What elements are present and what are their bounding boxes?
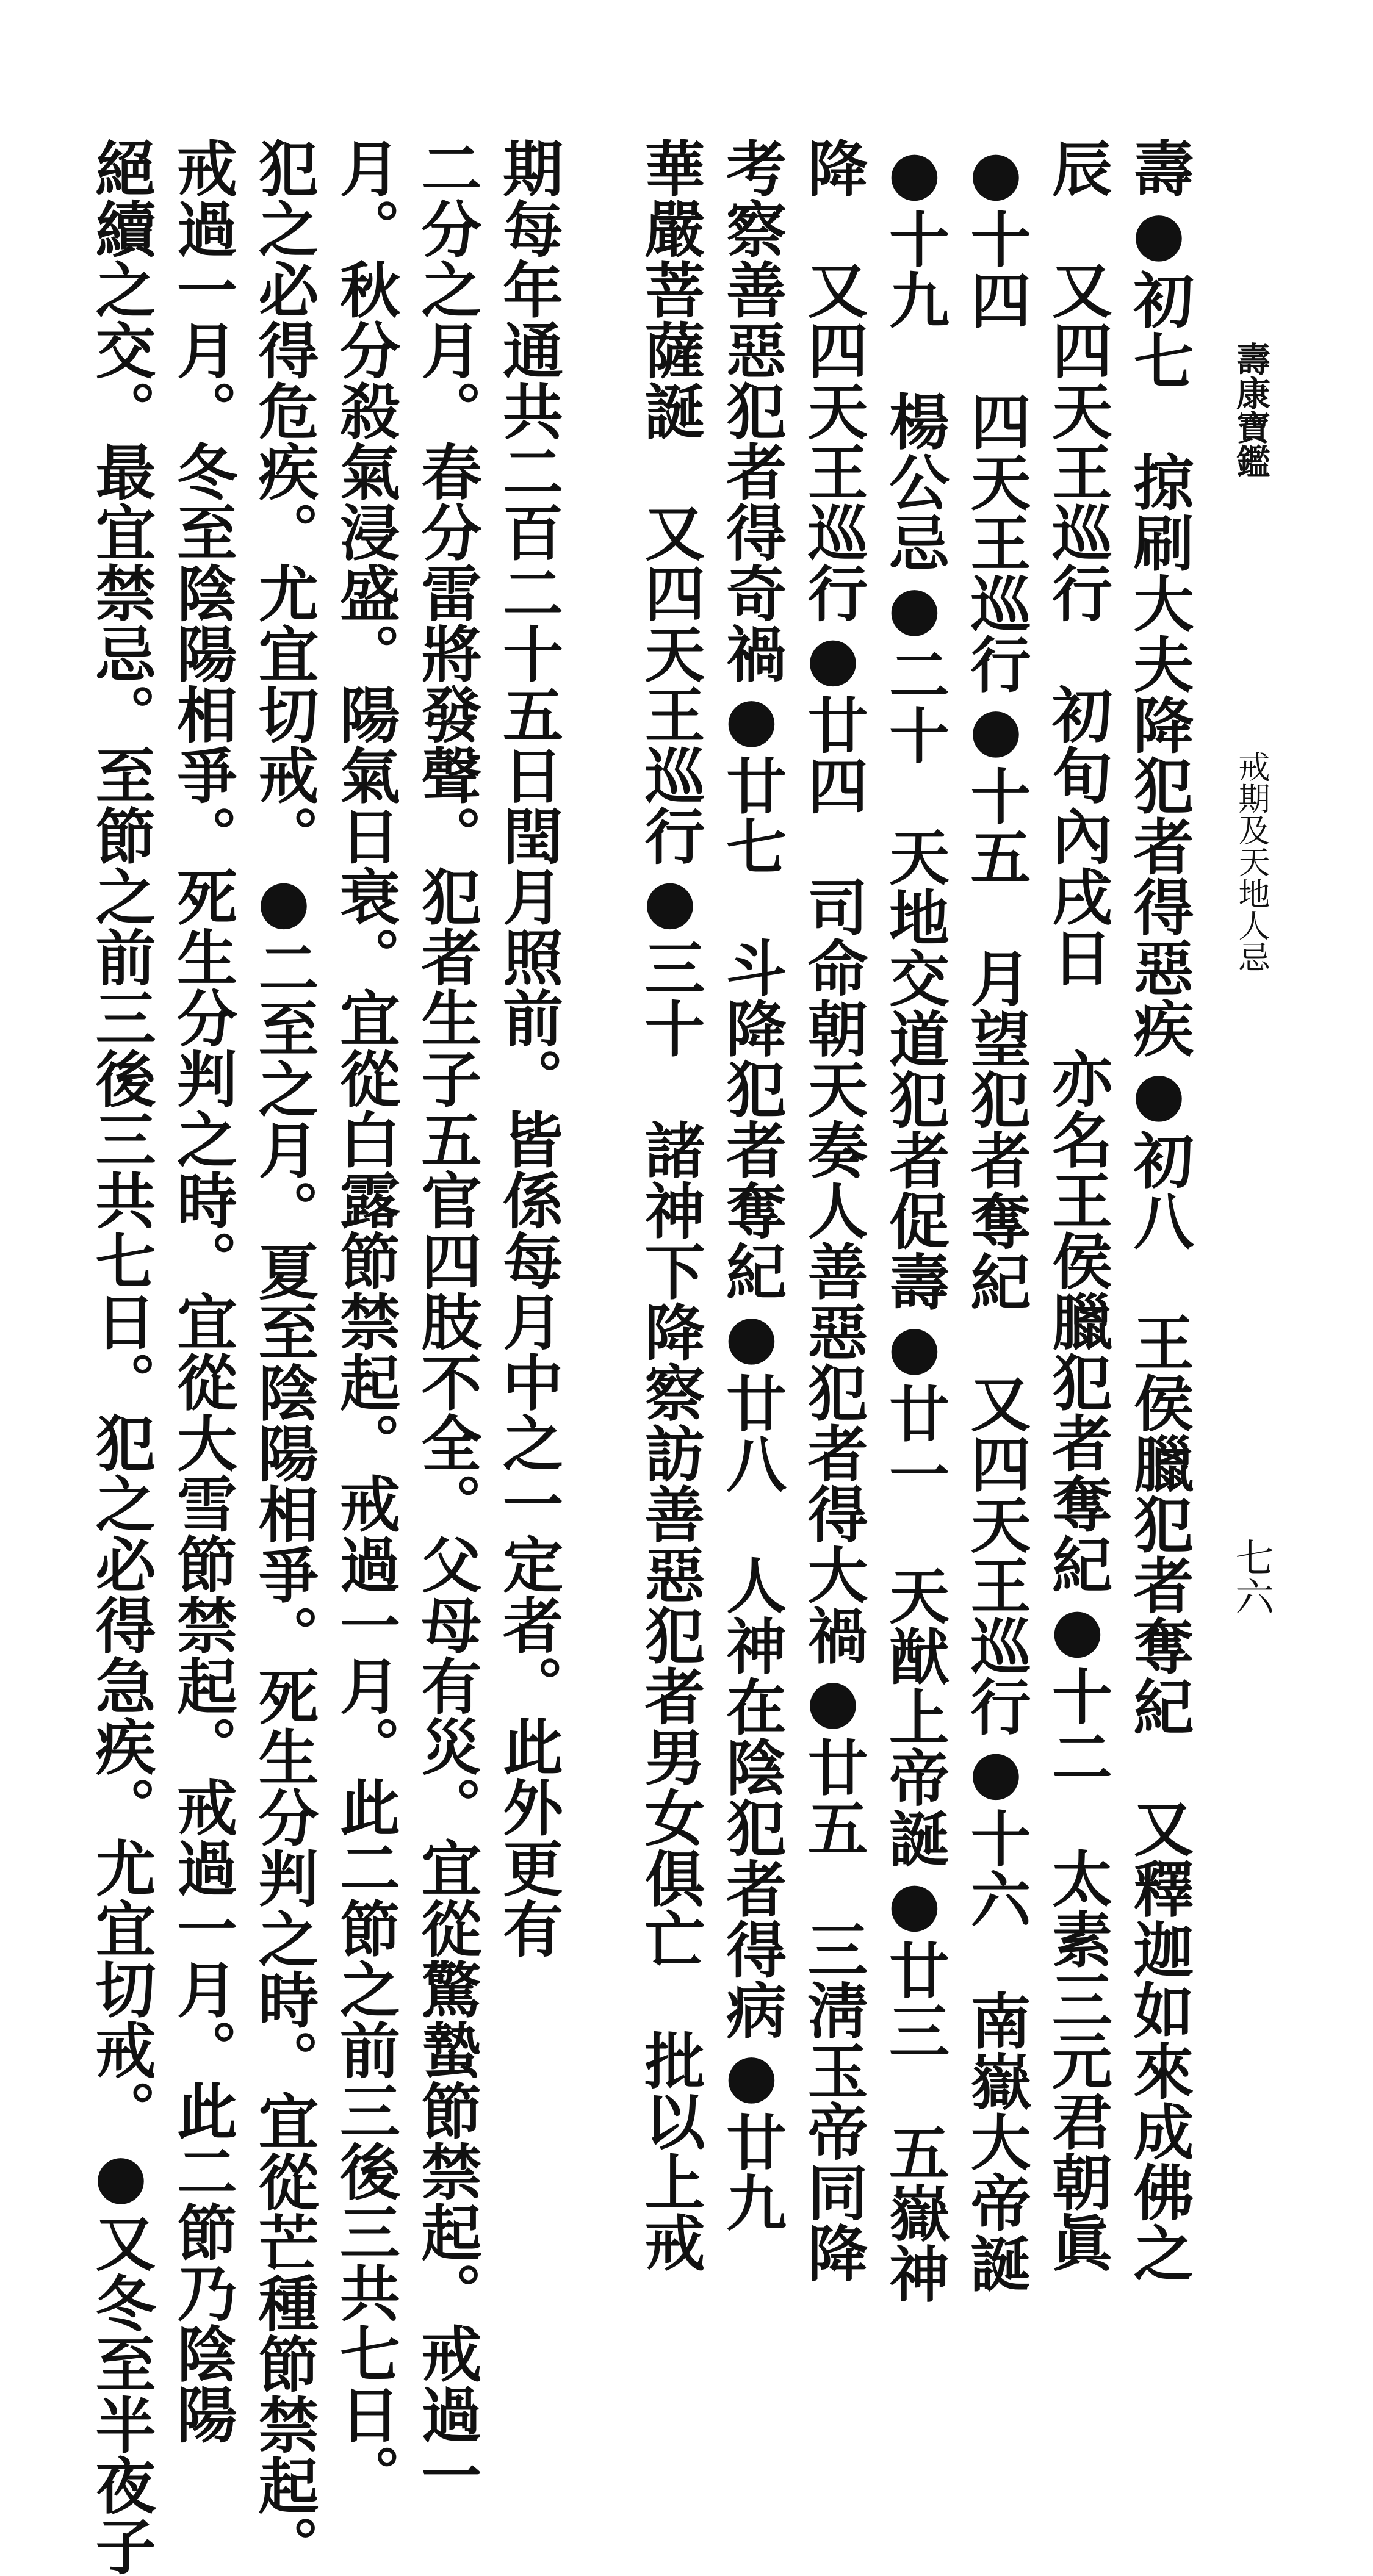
text-column-4: ●十九 楊公忌●二十 天地交道犯者促壽●廿一 天猷上帝誕●廿三 五嶽神 [879, 137, 950, 2304]
text-column-1: 壽●初七 掠刷大夫降犯者得惡疾●初八 王侯臘犯者奪紀 又釋迦如來成佛之 [1123, 137, 1194, 2283]
text-column-10: 月。秋分殺氣浸盛。陽氣日衰。宜從白露節禁起。戒過一月。此二節之前三後三共七日。 [330, 137, 401, 2505]
running-header-title: 壽康寶鑑 [1231, 342, 1271, 478]
text-column-6: 考察善惡犯者得奇禍●廿七 斗降犯者奪紀●廿八 人神在陰犯者得病●廿九 [716, 137, 787, 2232]
text-column-3: ●十四 四天王巡行●十五 月望犯者奪紀 又四天王巡行●十六 南嶽大帝誕 [960, 137, 1031, 2294]
text-column-2: 辰 又四天王巡行 初旬內戌日 亦名王侯臘犯者奪紀●十二 太素三元君朝眞 [1042, 137, 1113, 2273]
text-column-13: 絕續之交。最宜禁忌。至節之前三後三共七日。犯之必得急疾。尤宜切戒。●又冬至半夜子 [85, 137, 156, 2576]
text-column-9: 二分之月。春分雷將發聲。犯者生子五官四肢不全。父母有災。宜從驚蟄節禁起。戒過一 [411, 137, 482, 2505]
running-header-section: 戒期及天地人忌 [1233, 750, 1269, 973]
text-column-7: 華嚴菩薩誕 又四天王巡行●三十 諸神下降察訪善惡犯者男女俱亡 批以上戒 [635, 137, 705, 2273]
text-column-5: 降 又四天王巡行●廿四 司命朝天奏人善惡犯者得大禍●廿五 三淸玉帝同降 [798, 137, 868, 2283]
text-column-12: 戒過一月。冬至陰陽相爭。死生分判之時。宜從大雪節禁起。戒過一月。此二節乃陰陽 [167, 137, 238, 2444]
body-text [80, 137, 1200, 2576]
text-column-11: 犯之必得危疾。尤宜切戒。●二至之月。夏至陰陽相爭。死生分判之時。宜從芒種節禁起。 [248, 137, 319, 2576]
page-number: 七六 [1228, 1538, 1274, 1616]
text-column-8: 期每年通共二百二十五日閏月照前。皆係每月中之一定者。此外更有 [492, 137, 564, 1959]
